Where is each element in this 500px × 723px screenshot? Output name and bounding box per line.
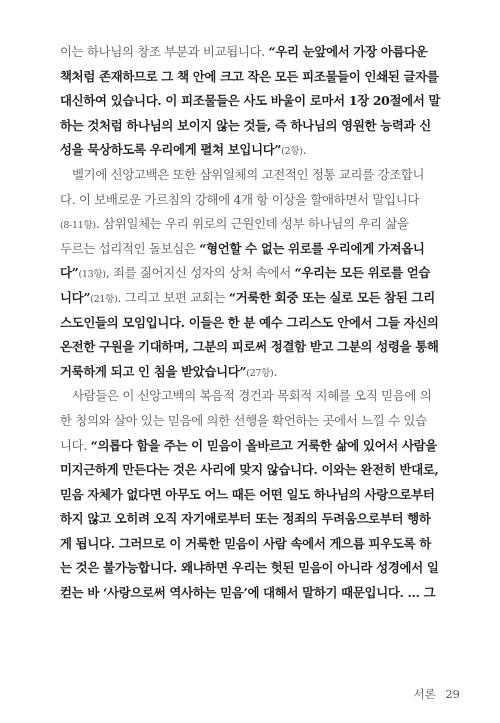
text-line xyxy=(60,409,454,434)
page-footer xyxy=(370,686,460,702)
body-text-segment: 벨기에 신앙고백은 또한 삼위일체의 고전적인 정통 교리를 강조합니 xyxy=(72,166,425,182)
running-footer-section: 서론 xyxy=(413,687,436,701)
text-line xyxy=(60,114,454,139)
text-line xyxy=(60,483,454,508)
body-text-segment: 이는 하나님의 창조 부분과 비교됩니다. xyxy=(60,44,269,59)
article-reference: (2항) xyxy=(281,146,303,158)
text-line xyxy=(60,458,454,483)
text-line xyxy=(60,188,454,213)
body-text-segment: 한 칭의와 살아 있는 믿음에 의한 선행을 확언하는 곳에서 느낄 수 있습 xyxy=(60,412,427,428)
text-line xyxy=(60,138,454,163)
quoted-text: 니다” xyxy=(60,289,91,305)
quoted-text: 는 것은 불가능합니다. 왜냐하면 우리는 헛된 믿음이 아니라 성경에서 일 xyxy=(60,560,439,576)
quoted-text: 성을 묵상하도록 우리에게 펼쳐 보입니다” xyxy=(60,142,282,158)
article-reference: (8-11항) xyxy=(60,220,96,232)
text-line xyxy=(60,384,454,409)
quoted-text: 다” xyxy=(60,265,79,281)
quoted-text: 미지근하게 만든다는 것은 사리에 맞지 않습니다. 이와는 완전히 반대로, xyxy=(60,462,439,478)
quoted-text: “거룩한 회중 또는 실로 모든 참된 그리 xyxy=(228,289,435,305)
body-text-segment: 사람들은 이 신앙고백의 복음적 경건과 목회적 지혜를 오직 믿음에 의 xyxy=(72,388,432,404)
body-text-segment: , 죄를 짊어지신 성자의 상처 속에서 xyxy=(105,265,295,281)
page-number: 29 xyxy=(445,687,460,701)
quoted-text: 하지 않고 오히려 오직 자기애로부터 또는 정죄의 두려움으로부터 행하 xyxy=(60,511,431,527)
text-line xyxy=(60,532,454,557)
quoted-text: 거룩하게 되고 인 침을 받았습니다” xyxy=(60,363,247,379)
article-reference: (21항) xyxy=(90,293,118,305)
quoted-text: “우리는 모든 위로를 얻습 xyxy=(294,265,431,281)
text-line xyxy=(60,335,454,360)
article-reference: (27항) xyxy=(246,367,274,379)
text-line xyxy=(60,89,454,114)
quoted-text: 하는 것처럼 하나님의 보이지 않는 것들, 즉 하나님의 영원한 능력과 신 xyxy=(60,117,431,133)
quoted-text: 게 됩니다. 그러므로 이 거룩한 믿음이 사람 속에서 게으름 피우도록 하 xyxy=(60,535,431,551)
quoted-text: “우리 눈앞에서 가장 아름다운 xyxy=(268,44,428,59)
quoted-text: 믿음 자체가 없다면 아무도 어느 때든 어떤 일도 하나님의 사랑으로부터 xyxy=(60,486,435,502)
text-line xyxy=(60,40,454,65)
text-line xyxy=(60,163,454,188)
body-text-segment: . xyxy=(302,142,307,158)
quoted-text: 대신하여 있습니다. 이 피조물들은 사도 바울이 로마서 1장 20절에서 말 xyxy=(60,93,441,109)
text-line xyxy=(60,65,454,90)
quoted-text: “의롭다 함을 주는 이 믿음이 올바르고 거룩한 삶에 있어서 사람을 xyxy=(90,437,437,453)
text-line xyxy=(60,581,454,606)
body-text-segment: 니다. xyxy=(60,437,91,453)
text-line xyxy=(60,556,454,581)
quoted-text: 책처럼 존재하므로 그 책 안에 크고 작은 모든 피조물들이 인쇄된 글자를 xyxy=(60,68,439,84)
quoted-text: 스도인들의 모임입니다. 이들은 한 분 예수 그리스도 안에서 그들 자신의 xyxy=(60,314,439,330)
text-line xyxy=(60,212,454,237)
body-text-segment: . 삼위일체는 우리 위로의 근원인데 성부 하나님의 우리 삶을 xyxy=(95,216,409,232)
text-line xyxy=(60,507,454,532)
text-line xyxy=(60,311,454,336)
body-text-segment: . 그리고 보편 교회는 xyxy=(117,289,229,305)
text-line xyxy=(60,360,454,385)
body-text-segment: 두르는 섭리적인 돌보심은 xyxy=(60,240,200,256)
text-line xyxy=(60,434,454,459)
body-text xyxy=(60,40,454,606)
text-line xyxy=(60,237,454,262)
body-text-segment: 다. 이 보배로운 가르침의 강해에 4개 항 이상을 할애하면서 말입니다 xyxy=(60,191,420,207)
text-line xyxy=(60,261,454,286)
quoted-text: 컫는 바 ‘사랑으로써 역사하는 믿음’에 대해서 말하기 때문입니다. … 그 xyxy=(60,585,436,601)
body-text-segment: . xyxy=(273,363,278,379)
quoted-text: “형언할 수 없는 위로를 우리에게 가져옵니 xyxy=(199,240,425,256)
article-reference: (13항) xyxy=(78,269,106,281)
quoted-text: 온전한 구원을 기대하며, 그분의 피로써 정결함 받고 그분의 성령을 통해 xyxy=(60,339,439,355)
text-line xyxy=(60,286,454,311)
